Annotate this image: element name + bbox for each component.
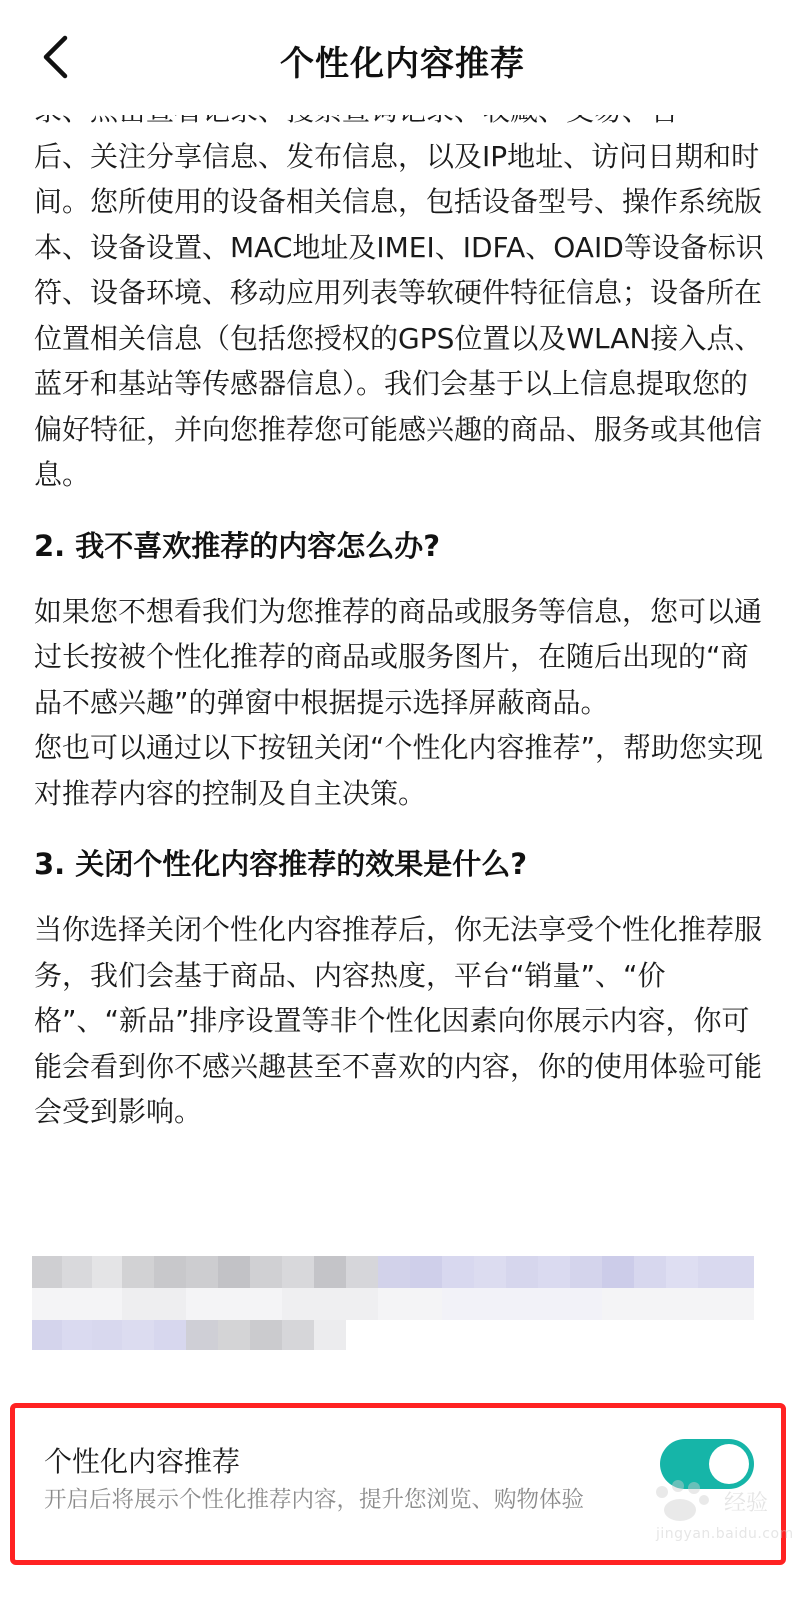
section-heading-3: 3. 关闭个性化内容推荐的效果是什么?	[34, 847, 528, 881]
header-bar	[0, 0, 805, 115]
setting-description: 开启后将展示个性化推荐内容，提升您浏览、购物体验	[44, 1487, 585, 1513]
blurred-text-block	[32, 1256, 754, 1352]
watermark-text: 经验	[724, 1491, 769, 1516]
toggle-knob	[709, 1444, 749, 1484]
paragraph-close-button-hint: 您也可以通过以下按钮关闭“个性化内容推荐”，帮助您实现对推荐内容的控制及自主决策。	[34, 731, 764, 810]
article-content	[34, 88, 764, 1252]
section-heading-2: 2. 我不喜欢推荐的内容怎么办?	[34, 528, 441, 563]
watermark-url: jingyan.baidu.com	[656, 1526, 794, 1542]
paragraph-close-effect: 当你选择关闭个性化内容推荐后，你无法享受个性化推荐服务，我们会基于商品、内容热度，平台“销量”、“价格”、“新品”排序设置等非个性化因素向你展示内容，你可能会看到你不感兴趣甚至不喜欢的内容，你的使用体验可能会受到影响。	[34, 913, 763, 1128]
page-title: 个性化内容推荐	[280, 44, 525, 84]
paragraph-data-collection: 后、关注分享信息、发布信息，以及IP地址、访问日期和时间。您所使用的设备相关信息，包括设备型号、操作系统版本、设备设置、MAC地址及IMEI、IDFA、OAID等设备标识符、设备环境、移动应用列表等软硬件特征信息；设备所在位置相关信息（包括您授权的GPS位置以及WLAN接入点、蓝牙和基站等传感器信息）。我们会基于以上信息提取您的偏好特征，并向您推荐您可能感兴趣的商品、服务或其他信息。	[34, 139, 764, 491]
paragraph-dislike-content: 如果您不想看我们为您推荐的商品或服务等信息，您可以通过长按被个性化推荐的商品或服务图片，在随后出现的“商品不感兴趣”的弹窗中根据提示选择屏蔽商品。	[34, 594, 763, 719]
watermark	[648, 1480, 794, 1550]
setting-title: 个性化内容推荐	[44, 1445, 241, 1478]
